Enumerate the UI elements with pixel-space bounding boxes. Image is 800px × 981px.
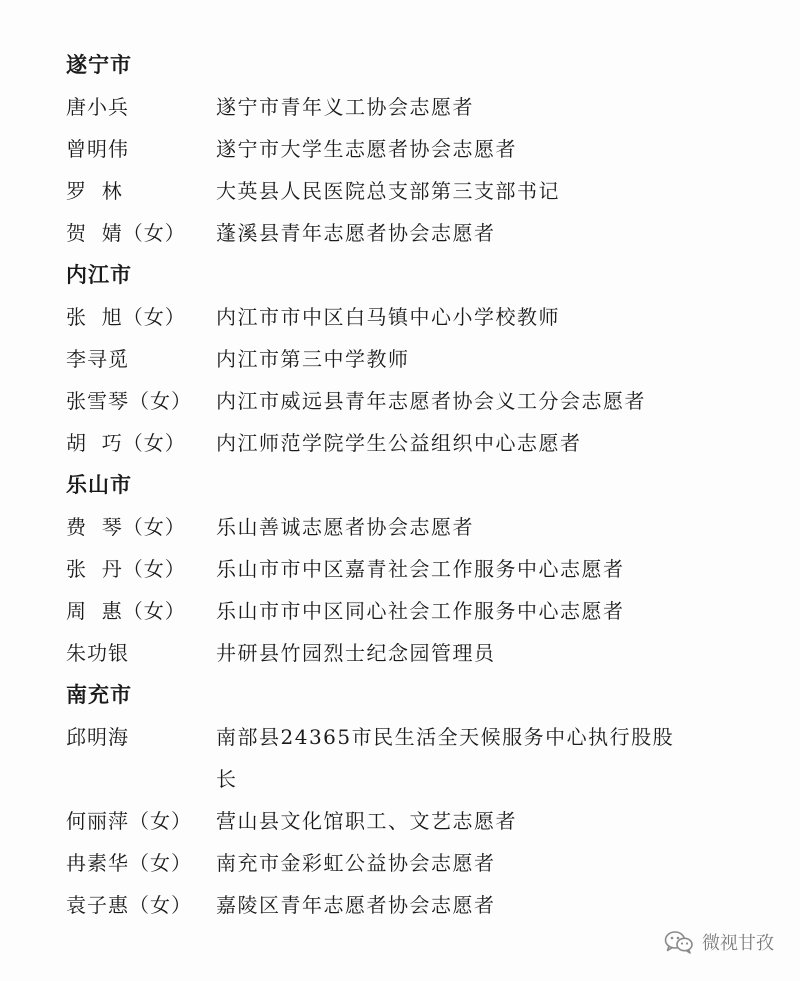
honoree-row (66, 212, 726, 254)
honoree-name: 张雪琴（女） (66, 389, 192, 413)
honoree-title: 营山县文化馆职工、文艺志愿者 (216, 809, 517, 833)
honoree-title: 井研县竹园烈士纪念园管理员 (216, 641, 496, 665)
watermark (664, 929, 774, 955)
honoree-row (66, 170, 726, 212)
honoree-row (66, 548, 726, 590)
honoree-row (66, 884, 726, 926)
honoree-row (66, 800, 726, 842)
city-heading: 遂宁市 (66, 53, 132, 77)
honoree-row (66, 590, 726, 632)
honoree-name: 曾明伟 (66, 137, 129, 161)
city-heading: 南充市 (66, 683, 132, 707)
honoree-title: 大英县人民医院总支部第三支部书记 (216, 179, 560, 203)
honoree-name: 张 旭（女） (66, 305, 186, 329)
honoree-name: 李寻觅 (66, 347, 129, 371)
honoree-title: 内江师范学院学生公益组织中心志愿者 (216, 431, 582, 455)
city-heading: 乐山市 (66, 473, 132, 497)
honoree-name: 贺 婧（女） (66, 221, 186, 245)
honoree-name: 唐小兵 (66, 95, 129, 119)
honoree-title: 乐山市市中区嘉青社会工作服务中心志愿者 (216, 557, 625, 581)
honoree-row (66, 842, 726, 884)
honoree-title: 蓬溪县青年志愿者协会志愿者 (216, 221, 496, 245)
honoree-row (66, 128, 726, 170)
honoree-row (66, 422, 726, 464)
honoree-name: 罗 林 (66, 179, 123, 203)
honoree-name: 冉素华（女） (66, 851, 192, 875)
honoree-title: 内江市威远县青年志愿者协会义工分会志愿者 (216, 389, 646, 413)
honoree-name: 张 丹（女） (66, 557, 186, 581)
honoree-name: 胡 巧（女） (66, 431, 186, 455)
watermark-text: 微视甘孜 (702, 933, 774, 954)
honoree-title: 内江市市中区白马镇中心小学校教师 (216, 305, 560, 329)
honoree-title: 内江市第三中学教师 (216, 347, 410, 371)
honoree-row (66, 632, 726, 674)
honoree-row (66, 86, 726, 128)
honoree-title: 嘉陵区青年志愿者协会志愿者 (216, 893, 496, 917)
honoree-name: 袁子惠（女） (66, 893, 192, 917)
honoree-title: 遂宁市大学生志愿者协会志愿者 (216, 137, 517, 161)
honoree-row (66, 716, 726, 800)
honoree-name: 何丽萍（女） (66, 809, 192, 833)
honoree-row (66, 338, 726, 380)
honoree-name: 邱明海 (66, 725, 129, 749)
wechat-icon (664, 930, 694, 954)
honoree-row (66, 506, 726, 548)
city-heading: 内江市 (66, 263, 132, 287)
honoree-row (66, 296, 726, 338)
honoree-name: 周 惠（女） (66, 599, 186, 623)
honoree-title: 乐山市市中区同心社会工作服务中心志愿者 (216, 599, 625, 623)
honoree-name: 费 琴（女） (66, 515, 186, 539)
honoree-title: 南充市金彩虹公益协会志愿者 (216, 851, 496, 875)
honoree-list (66, 44, 726, 926)
honoree-title: 乐山善诚志愿者协会志愿者 (216, 515, 474, 539)
honoree-name: 朱功银 (66, 641, 129, 665)
honoree-row (66, 380, 726, 422)
honoree-title: 南部县24365市民生活全天候服务中心执行股股长 (216, 725, 675, 791)
honoree-title: 遂宁市青年义工协会志愿者 (216, 95, 474, 119)
